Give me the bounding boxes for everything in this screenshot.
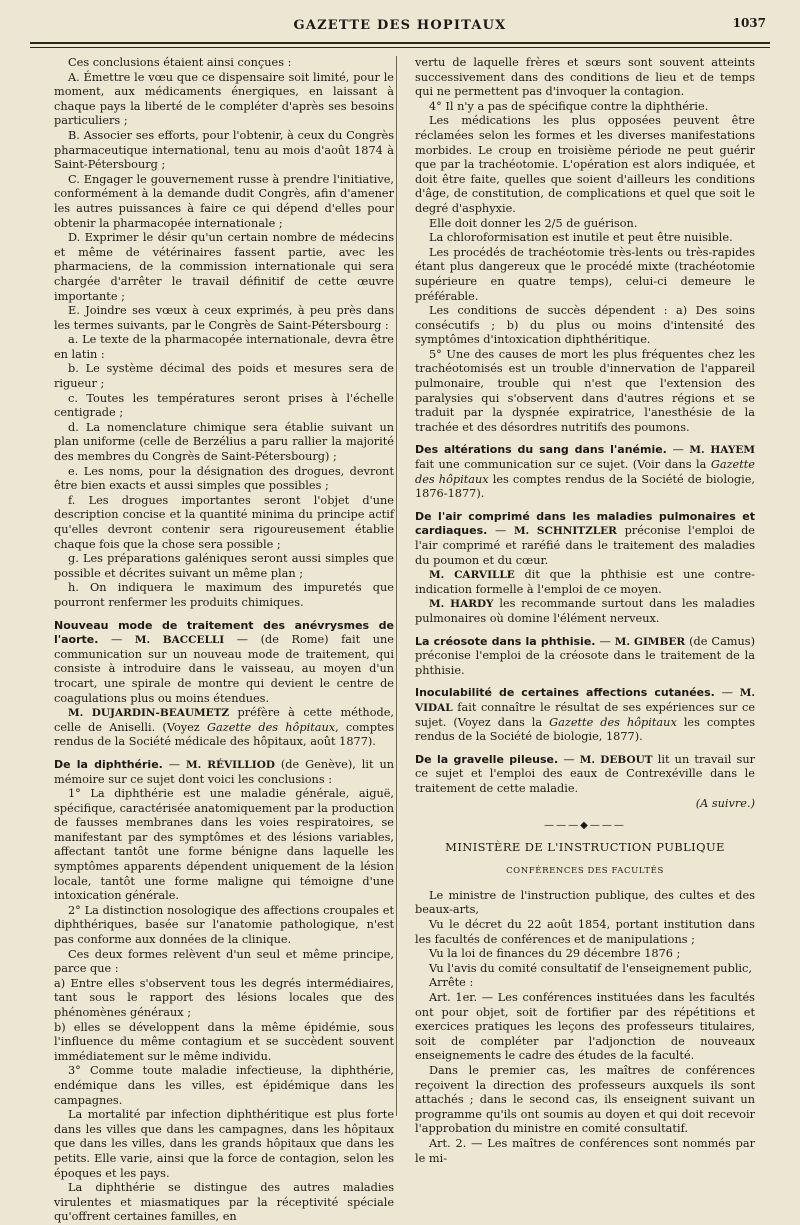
section-heading: Nouveau mode de traitement des anévrysmes de l'aorte. (54, 618, 394, 647)
conclusion-subitem: e. Les noms, pour la désignation des drogues, devront être bien exacts et aussi simples que possibles ; (54, 464, 394, 493)
section-ornament: ———◆——— (544, 820, 626, 832)
to-be-continued: (A suivre.) (695, 796, 755, 810)
section-text: (de Camus) préconise l'emploi de la créosote dans le traitement de la phthisie. (415, 634, 755, 677)
diphtherie-point: 3° Comme toute maladie infectieuse, la diphthérie, endémique dans les villes, est épidémique dans les campagnes. (54, 1064, 394, 1107)
journal-title: GAZETTE DES HOPITAUX (293, 18, 507, 33)
paragraph: La chloroformisation est inutile et peut être nuisible. (429, 231, 733, 245)
section-text: les comptes rendus de la Société de biologie, 1877). (415, 715, 756, 744)
journal-reference: Gazette des hôpitaux (415, 458, 755, 486)
journal-reference: Gazette des hôpitaux (549, 715, 677, 729)
section-text: (de Genève), lit un mémoire sur ce sujet dont voici les conclusions : (54, 757, 395, 786)
section-text: fait une communication sur ce sujet. (Voir dans la (415, 458, 711, 472)
paragraph: Les médications les plus opposées peuvent être réclamées selon les formes et les diverses manifestations morbides. Le croup en troisième période ne peut guérir que par la trachéotomie. L'opération est alors indiquée, et doit être faite, quelles que soient d'ailleurs les conditions d'âge, de constitution, de complications et quel que soit le degré d'asphyxie. (415, 114, 755, 215)
author-name: M. BACCELLI (134, 634, 225, 647)
section-text: préfère à cette méthode, celle de Aniselli. (Voyez (54, 706, 395, 734)
aorte-section: Nouveau mode de traitement des anévrysmes de l'aorte. — M. BACCELLI — (de Rome) fait une communication sur un nouveau mode de traitement, qui consiste à introduire dans le vaisseau, au moyen d'un trocart, une spirale de montre qui devient le centre de coagulations plus ou moins étendues. (54, 618, 394, 705)
author-name: M. GIMBER (614, 635, 686, 648)
conclusion-item: D. Exprimer le désir qu'un certain nombre de médecins et même de vétérinaires fassent partie, avec les pharmaciens, de la commission internationale qui sera chargée d'arrêter le travail définitif de cette œuvre importante ; (54, 231, 394, 303)
diphtherie-point: a) Entre elles s'observent tous les degrés intermédiaires, tant sous le rapport des lésions locales que des phénomènes généraux ; (54, 976, 394, 1019)
conclusion-item: A. Émettre le vœu que ce dispensaire soit limité, pour le moment, aux médicaments énergiques, en laissant à chaque pays la liberté de le compléter d'après ses besoins particuliers ; (54, 70, 394, 128)
section-text: les recommande surtout dans les maladies pulmonaires où domine l'élément nerveux. (415, 597, 755, 625)
decree-subheading: CONFÉRENCES DES FACULTÉS (506, 866, 664, 877)
decree-paragraph: Vu le décret du 22 août 1854, portant institution dans les facultés de conférences et de manipulations ; (415, 918, 755, 946)
conclusion-subitem: g. Les préparations galéniques seront aussi simples que possible et décrites suivant un même plan ; (54, 552, 394, 580)
air-paragraph (415, 568, 755, 597)
section-text: lit un travail sur ce sujet et l'emploi des eaux de Contrexéville dans le traitement de cette maladie. (415, 752, 756, 795)
conclusions-intro: Ces conclusions étaient ainsi conçues : (68, 56, 292, 69)
conclusion-subitem: f. Les drogues importantes seront l'objet d'une description concise et la quantité minima du principe actif qu'elles devront contenir sera rigoureusement établie chaque fois que la chose sera possible ; (54, 493, 394, 551)
air-section: De l'air comprimé dans les maladies pulmonaires et cardiaques. — M. SCHNITZLER préconise l'emploi de l'air comprimé et raréfié dans le traitement des maladies du poumon et du cœur. (415, 509, 755, 567)
author-name: M. SCHNITZLER (513, 525, 617, 538)
decree-paragraph: Vu l'avis du comité consultatif de l'enseignement public, (429, 961, 752, 975)
diphtherie-point: b) elles se développent dans la même épidémie, sous l'influence du même contagium et se succèdent souvent immédiatement sur le même individu. (54, 1020, 394, 1063)
diphtherie-section: De la diphthérie. — M. RÉVILLIOD (de Genève), lit un mémoire sur ce sujet dont voici les conclusions : (54, 757, 395, 786)
author-name: M. DUJARDIN-BEAUMETZ (68, 707, 230, 720)
section-heading: De la diphthérie. (54, 757, 163, 771)
aorte-paragraph-2 (54, 706, 394, 750)
author-name: M. RÉVILLIOD (185, 758, 275, 771)
conclusion-subitem: b. Le système décimal des poids et mesures sera de rigueur ; (54, 362, 394, 391)
section-text: — (de Rome) fait une communication sur un nouveau mode de traitement, qui consiste à introduire dans le vaisseau, au moyen d'un trocart, une spirale de montre qui devient le centre de coagulations plus ou moins étendues. (54, 633, 394, 705)
decree-article: Art. 1er. — Les conférences instituées dans les facultés ont pour objet, soit de fortifier par des répétitions et exercices pratiques les leçons des professeurs titulaires, soit de compléter par l'adjonction de nouveaux enseignements le cadre des études de la faculté. (415, 991, 755, 1063)
section-text: dit que la phthisie est une contre-indication formelle à l'emploi de ce moyen. (415, 568, 756, 596)
air-paragraph (415, 597, 755, 626)
diphtherie-point: Ces deux formes relèvent d'un seul et même principe, parce que : (54, 947, 394, 976)
diphtherie-point: 2° La distinction nosologique des affections croupales et diphthériques, basée sur l'anatomie pathologique, n'est pas conforme aux données de la clinique. (54, 903, 394, 947)
paragraph: 5° Une des causes de mort les plus fréquentes chez les trachéotomisés est un trouble d'innervation de l'appareil pulmonaire, trouble qui n'est que l'extension des paralysies qui s'observent dans d'autres régions et se traduit par la dyspnée expiratrice, l'anesthésie de la trachée et des désordres nutritifs des poumons. (415, 347, 755, 434)
decree-article: Art. 2. — Les maîtres de conférences sont nommés par le mi- (415, 1136, 755, 1165)
conclusion-subitem: h. On indiquera le maximum des impuretés que pourront renfermer les produits chimiques. (54, 581, 394, 609)
conclusion-item: E. Joindre ses vœux à ceux exprimés, à peu près dans les termes suivants, par le Congrès de Saint-Pétersbourg : (54, 304, 394, 332)
conclusion-subitem: d. La nomenclature chimique sera établie suivant un plan uniforme (celle de Berzélius a paru rallier la majorité des membres du Congrès de Saint-Pétersbourg) ; (54, 420, 394, 464)
paragraph: 4° Il n'y a pas de spécifique contre la diphthérie. (429, 99, 709, 113)
section-text: , comptes rendus de la Société médicale des hôpitaux, août 1877). (54, 720, 395, 749)
decree-paragraph: Vu la loi de finances du 29 décembre 1876 ; (429, 947, 681, 961)
conclusion-subitem: c. Toutes les températures seront prises à l'échelle centigrade ; (54, 391, 394, 420)
paragraph: Elle doit donner les 2/5 de guérison. (429, 216, 638, 230)
author-name: M. HAYEM (689, 444, 755, 457)
journal-reference: Gazette des hôpitaux (206, 720, 336, 734)
paragraph: Les conditions de succès dépendent : a) Des soins consécutifs ; b) du plus ou moins d'intensité des symptômes d'intoxication diphthéritique. (415, 304, 755, 347)
section-heading: La créosote dans la phthisie. (415, 634, 596, 648)
header-rule-thin (30, 47, 770, 48)
section-text: les comptes rendus de la Société de biologie, 1876-1877). (415, 472, 755, 501)
column-divider (396, 56, 397, 1116)
author-name: M. DEBOUT (579, 753, 653, 766)
conclusion-item: C. Engager le gouvernement russe à prendre l'initiative, conformément à la demande dudit Congrès, afin d'amener les autres puissances à faire ce qui dépend d'elles pour obtenir la pharmacopée internationale ; (54, 172, 394, 230)
section-text: préconise l'emploi de l'air comprimé et raréfié dans le traitement des maladies du poumon et du cœur. (415, 524, 755, 567)
continued-paragraph: vertu de laquelle frères et sœurs sont souvent atteints successivement dans des conditions de lieu et de temps qui ne permettent pas d'invoquer la contagion. (415, 56, 755, 99)
conclusion-subitem: a. Le texte de la pharmacopée internationale, devra être en latin : (54, 333, 394, 361)
section-heading: Inoculabilité de certaines affections cutanées. (415, 686, 715, 700)
decree-paragraph: Dans le premier cas, les maîtres de conférences reçoivent la direction des professeurs auxquels ils sont attachés ; dans le second cas, ils enseignent suivant un programme qu'ils ont soumis au doyen et qui doit recevoir l'approbation du ministre en comité consultatif. (415, 1064, 755, 1136)
decree-paragraph: Le ministre de l'instruction publique, des cultes et des beaux-arts, (415, 888, 755, 917)
creosote-section: La créosote dans la phthisie. — M. GIMBER (de Camus) préconise l'emploi de la créosote dans le traitement de la phthisie. (415, 634, 755, 677)
diphtherie-point: La diphthérie se distingue des autres maladies virulentes et miasmatiques par la réceptivité spéciale qu'offrent certaines familles, en (54, 1181, 394, 1224)
paragraph: Les procédés de trachéotomie très-lents ou très-rapides étant plus dangereux que le procédé mixte (trachéotomie supérieure en quatre temps), celui-ci demeure le préférable. (415, 245, 755, 303)
gravelle-section: De la gravelle pileuse. — M. DEBOUT lit un travail sur ce sujet et l'emploi des eaux de Contrexéville dans le traitement de cette maladie. (415, 752, 756, 795)
sang-section: Des altérations du sang dans l'anémie. — M. HAYEM fait une communication sur ce sujet. (Voir dans la Gazette des hôpitaux les comptes rendus de la Société de biologie, 1876-1877). (415, 443, 755, 501)
author-name: M. HARDY (429, 598, 494, 611)
section-heading: Des altérations du sang dans l'anémie. (415, 443, 667, 457)
inoculabilite-section: Inoculabilité de certaines affections cutanées. — M. VIDAL fait connaître le résultat de ses expériences sur ce sujet. (Voyez dans la Gazette des hôpitaux les comptes rendus de la Société de biologie, 1877). (415, 686, 756, 744)
continuation-line (415, 797, 755, 812)
header-rule-thick (30, 42, 770, 44)
ministry-heading: MINISTÈRE DE L'INSTRUCTION PUBLIQUE (445, 839, 725, 854)
page-header (30, 14, 770, 40)
decree-paragraph: Arrête : (429, 976, 474, 990)
author-name: M. VIDAL (415, 687, 755, 714)
left-column (54, 56, 394, 1225)
section-heading: De l'air comprimé dans les maladies pulmonaires et cardiaques. (415, 509, 755, 538)
conclusion-item: B. Associer ses efforts, pour l'obtenir, à ceux du Congrès pharmaceutique international, tenu au mois d'août 1874 à Saint-Pétersbourg ; (54, 128, 394, 172)
section-text: fait connaître le résultat de ses expériences sur ce sujet. (Voyez dans la (415, 700, 756, 729)
page-number: 1037 (732, 16, 766, 30)
diphtherie-point: 1° La diphthérie est une maladie générale, aiguë, spécifique, caractérisée anatomiquement par la production de fausses membranes dans les voies respiratoires, se manifestant par des symptômes et des lésions variables, affectant tantôt une forme bénigne dans laquelle les symptômes apparents dépendent uniquement de la lésion locale, tantôt une forme maligne qui témoigne d'une intoxication générale. (54, 787, 394, 903)
right-column (415, 56, 755, 1166)
section-heading: De la gravelle pileuse. (415, 752, 559, 766)
author-name: M. CARVILLE (429, 569, 515, 582)
diphtherie-point: La mortalité par infection diphthéritique est plus forte dans les villes que dans les campagnes, dans les hôpitaux que dans les villes, dans les grands hôpitaux que dans les petits. Elle varie, ainsi que la force de contagion, selon les époques et les pays. (54, 1108, 394, 1180)
